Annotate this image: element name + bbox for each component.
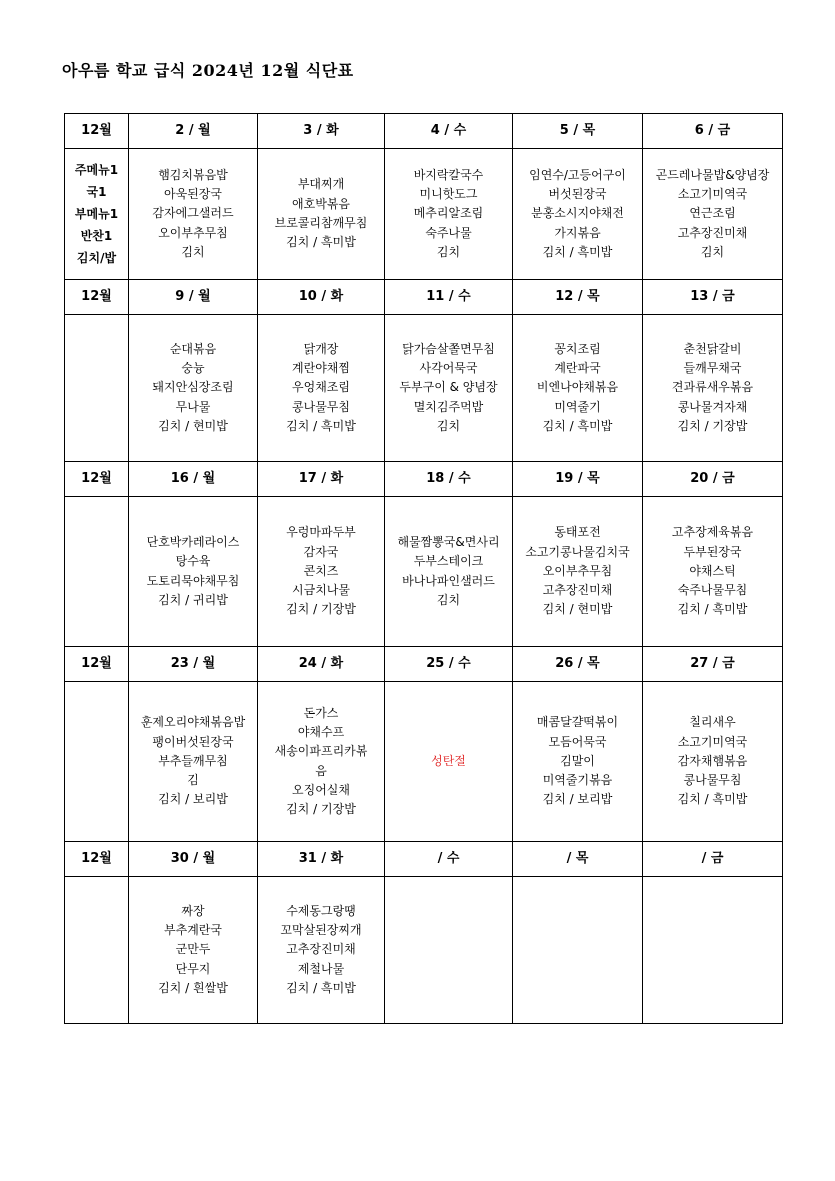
menu-item: 고추장진미채 — [286, 942, 356, 957]
menu-item: 돼지안심장조림 — [152, 380, 234, 395]
day-header: 12 / 목 — [513, 280, 643, 315]
menu-item: 매콤달걀떡볶이 — [536, 715, 619, 730]
menu-item: 콩나물무침 — [292, 399, 350, 414]
day-menu-cell — [513, 682, 643, 842]
day-header: / 금 — [643, 842, 783, 877]
row-label: 국1 — [86, 185, 107, 199]
menu-item: 소고기미역국 — [677, 187, 748, 202]
day-header: 24 / 화 — [258, 647, 385, 682]
day-header: 3 / 화 — [258, 114, 385, 149]
row-label: 반찬1 — [80, 229, 113, 243]
menu-item: 김치 — [700, 244, 725, 259]
menu-item: 김치 / 흰쌀밥 — [158, 980, 228, 995]
day-menu-cell — [385, 149, 513, 280]
day-menu-cell — [643, 682, 783, 842]
menu-item: 연근조림 — [689, 206, 736, 221]
menu-item: 야채스틱 — [689, 563, 736, 578]
menu-item: 김치 — [436, 592, 461, 607]
menu-item: 시금치나물 — [292, 583, 350, 598]
menu-item: 들깨무채국 — [683, 361, 742, 376]
menu-item: 김치 / 흑미밥 — [542, 418, 613, 433]
day-header: 20 / 금 — [643, 462, 783, 497]
menu-item: 콘치즈 — [303, 563, 339, 578]
day-header: / 수 — [385, 842, 513, 877]
menu-item: 두부스테이크 — [413, 554, 484, 569]
day-menu-cell — [129, 149, 258, 280]
day-header: 16 / 월 — [129, 462, 258, 497]
menu-item: 분홍소시지야채전 — [531, 206, 624, 221]
menu-item: 부추들깨무침 — [158, 753, 228, 768]
menu-item: 닭개장 — [303, 341, 339, 356]
menu-item: 무나물 — [175, 399, 211, 414]
row-labels-cell — [65, 682, 129, 842]
menu-item: 김치 / 기장밥 — [286, 602, 356, 617]
day-menu-cell — [513, 149, 643, 280]
day-header: 4 / 수 — [385, 114, 513, 149]
menu-item: 훈제오리야채볶음밥 — [140, 715, 246, 730]
menu-item: 돈가스 — [303, 705, 339, 720]
row-label: 김치/밥 — [76, 251, 117, 265]
day-menu-cell — [385, 682, 513, 842]
menu-item: 브로콜리참깨무침 — [274, 216, 368, 230]
day-header: 17 / 화 — [258, 462, 385, 497]
menu-item: 두부된장국 — [683, 544, 742, 559]
day-menu-cell — [513, 315, 643, 462]
day-header: 6 / 금 — [643, 114, 783, 149]
menu-item: 오이부추무침 — [542, 563, 613, 578]
menu-item: 메추리알조림 — [413, 206, 484, 221]
day-menu-cell — [643, 315, 783, 462]
menu-item: 임연수/고등어구이 — [529, 167, 626, 182]
day-header: 5 / 목 — [513, 114, 643, 149]
menu-item: 오이부추무침 — [158, 225, 228, 240]
menu-item: 탕수육 — [175, 554, 211, 569]
day-menu-cell — [513, 877, 643, 1024]
menu-item: 숙주나물 — [425, 225, 472, 240]
week-menu-row — [65, 315, 783, 462]
menu-item: 우엉채조림 — [292, 380, 350, 395]
day-menu-cell — [258, 497, 385, 647]
row-label: 부메뉴1 — [74, 207, 119, 221]
menu-item: 김치 / 흑미밥 — [286, 235, 356, 250]
menu-item: 미역줄기볶음 — [542, 773, 613, 788]
menu-item: 동태포전 — [554, 525, 601, 540]
menu-item: 김치 / 현미밥 — [158, 418, 228, 433]
week-header-row — [65, 114, 783, 149]
day-menu-cell — [129, 315, 258, 462]
menu-item: 단호박카레라이스 — [146, 534, 240, 549]
day-menu-cell — [258, 682, 385, 842]
row-labels-cell — [65, 315, 129, 462]
menu-item: 부추계란국 — [164, 923, 222, 938]
week-header-row — [65, 842, 783, 877]
menu-item: 아욱된장국 — [164, 187, 222, 202]
menu-item: 춘천닭갈비 — [683, 341, 742, 356]
month-label: 12월 — [65, 647, 129, 682]
week-header-row — [65, 647, 783, 682]
day-menu-cell — [129, 877, 258, 1024]
day-menu-cell — [258, 149, 385, 280]
menu-item: 김치 / 흑미밥 — [286, 980, 356, 995]
menu-item: 새송이파프리카볶 — [274, 744, 368, 759]
menu-item: 모듬어묵국 — [548, 734, 607, 749]
menu-item: 감자에그샐러드 — [152, 206, 234, 221]
menu-item: 부대찌개 — [297, 177, 345, 192]
row-labels-cell — [65, 497, 129, 647]
holiday-label: 성탄절 — [431, 753, 466, 768]
menu-item: 김치 / 현미밥 — [542, 602, 613, 617]
row-labels-cell — [65, 149, 129, 280]
menu-item: 김치 — [181, 244, 205, 259]
menu-item: 김치 / 흑미밥 — [677, 792, 748, 807]
menu-item: 꼬막살된장찌개 — [280, 923, 362, 938]
day-menu-cell — [129, 682, 258, 842]
menu-item: 김치 / 기장밥 — [286, 802, 356, 817]
menu-item: 미니핫도그 — [419, 187, 478, 202]
menu-item: 바지락칼국수 — [413, 167, 484, 182]
day-header: 10 / 화 — [258, 280, 385, 315]
menu-table — [64, 113, 783, 1024]
month-label: 12월 — [65, 280, 129, 315]
menu-item: 김치 / 보리밥 — [542, 792, 613, 807]
day-header: 13 / 금 — [643, 280, 783, 315]
menu-item: 수제동그랑땡 — [286, 903, 356, 918]
day-header: 19 / 목 — [513, 462, 643, 497]
menu-item: 김치 / 보리밥 — [158, 792, 228, 807]
menu-item: 고추장제육볶음 — [671, 525, 754, 540]
menu-item: 숭늉 — [181, 361, 205, 376]
day-menu-cell — [385, 315, 513, 462]
menu-item: 콩나물무침 — [683, 773, 742, 788]
menu-item: 미역줄기 — [554, 399, 601, 414]
day-menu-cell — [258, 315, 385, 462]
day-menu-cell — [385, 497, 513, 647]
menu-item: 두부구이 & 양념장 — [399, 380, 498, 395]
day-header: 2 / 월 — [129, 114, 258, 149]
menu-item: 감자채햄볶음 — [677, 753, 748, 768]
menu-item: 비엔나야채볶음 — [536, 380, 619, 395]
day-menu-cell — [643, 877, 783, 1024]
day-header: 31 / 화 — [258, 842, 385, 877]
day-header: 27 / 금 — [643, 647, 783, 682]
menu-item: 도토리묵야채무침 — [146, 573, 240, 588]
menu-item: 팽이버섯된장국 — [152, 734, 234, 749]
menu-item: 김치 — [436, 418, 461, 433]
menu-item: 김 — [187, 773, 199, 788]
page-title: 아우름 학교 급식 2024년 12월 식단표 — [62, 61, 354, 80]
menu-item: 짜장 — [181, 903, 205, 918]
week-menu-row — [65, 877, 783, 1024]
week-menu-row — [65, 682, 783, 842]
menu-item: 감자국 — [303, 544, 339, 559]
row-label: 주메뉴1 — [74, 163, 119, 177]
menu-item: 제철나물 — [297, 961, 345, 976]
menu-item: 군만두 — [175, 942, 211, 957]
week-menu-row — [65, 497, 783, 647]
day-menu-cell — [385, 877, 513, 1024]
day-header: 23 / 월 — [129, 647, 258, 682]
day-header: 11 / 수 — [385, 280, 513, 315]
menu-item: 애호박볶음 — [292, 196, 350, 211]
menu-item: 야채수프 — [297, 724, 345, 739]
menu-item: 계란야채찜 — [292, 361, 350, 376]
day-menu-cell — [258, 877, 385, 1024]
month-label: 12월 — [65, 114, 129, 149]
menu-item: 오징어실채 — [292, 782, 350, 797]
day-menu-cell — [513, 497, 643, 647]
menu-item: 소고기콩나물김치국 — [525, 544, 630, 559]
menu-item: 고추장진미채 — [542, 583, 613, 598]
menu-item: 김치 / 귀리밥 — [158, 592, 228, 607]
menu-item: 바나나파인샐러드 — [402, 573, 495, 588]
menu-item: 닭가슴살쫄면무침 — [402, 341, 495, 356]
day-header: 9 / 월 — [129, 280, 258, 315]
menu-item: 고추장진미채 — [677, 225, 748, 240]
menu-item: 우렁마파두부 — [286, 525, 356, 540]
menu-item: 단무지 — [175, 961, 211, 976]
day-header: / 목 — [513, 842, 643, 877]
row-labels-cell — [65, 877, 129, 1024]
menu-item: 칠리새우 — [689, 715, 736, 730]
month-label: 12월 — [65, 462, 129, 497]
menu-item: 가지볶음 — [554, 225, 601, 240]
day-header: 25 / 수 — [385, 647, 513, 682]
menu-item: 김치 / 흑미밥 — [542, 244, 613, 259]
day-menu-cell — [129, 497, 258, 647]
menu-item: 순대볶음 — [169, 341, 217, 356]
menu-item: 멸치김주먹밥 — [413, 399, 484, 414]
menu-item: 견과류새우볶음 — [671, 380, 754, 395]
menu-item: 사각어묵국 — [419, 361, 478, 376]
menu-item: 김치 / 흑미밥 — [677, 602, 748, 617]
menu-item: 김치 / 기장밥 — [677, 418, 748, 433]
menu-item: 해물짬뽕국&면사리 — [397, 534, 500, 549]
menu-item: 콩나물겨자채 — [677, 399, 748, 414]
menu-item: 햄김치볶음밥 — [158, 167, 228, 182]
day-menu-cell — [643, 149, 783, 280]
day-header: 30 / 월 — [129, 842, 258, 877]
menu-item: 김치 / 흑미밥 — [286, 418, 356, 433]
menu-item: 김말이 — [560, 753, 595, 768]
menu-item: 김치 — [436, 244, 461, 259]
day-menu-cell — [643, 497, 783, 647]
day-header: 26 / 목 — [513, 647, 643, 682]
month-label: 12월 — [65, 842, 129, 877]
day-header: 18 / 수 — [385, 462, 513, 497]
menu-item: 곤드레나물밥&양념장 — [655, 167, 770, 182]
week-header-row — [65, 280, 783, 315]
menu-item: 숙주나물무침 — [677, 583, 748, 598]
menu-item: 소고기미역국 — [677, 734, 748, 749]
week-menu-row — [65, 149, 783, 280]
menu-item: 꽁치조림 — [554, 341, 601, 356]
menu-item: 버섯된장국 — [548, 187, 607, 202]
week-header-row — [65, 462, 783, 497]
menu-item: 음 — [315, 763, 327, 778]
menu-item: 계란파국 — [554, 361, 601, 376]
